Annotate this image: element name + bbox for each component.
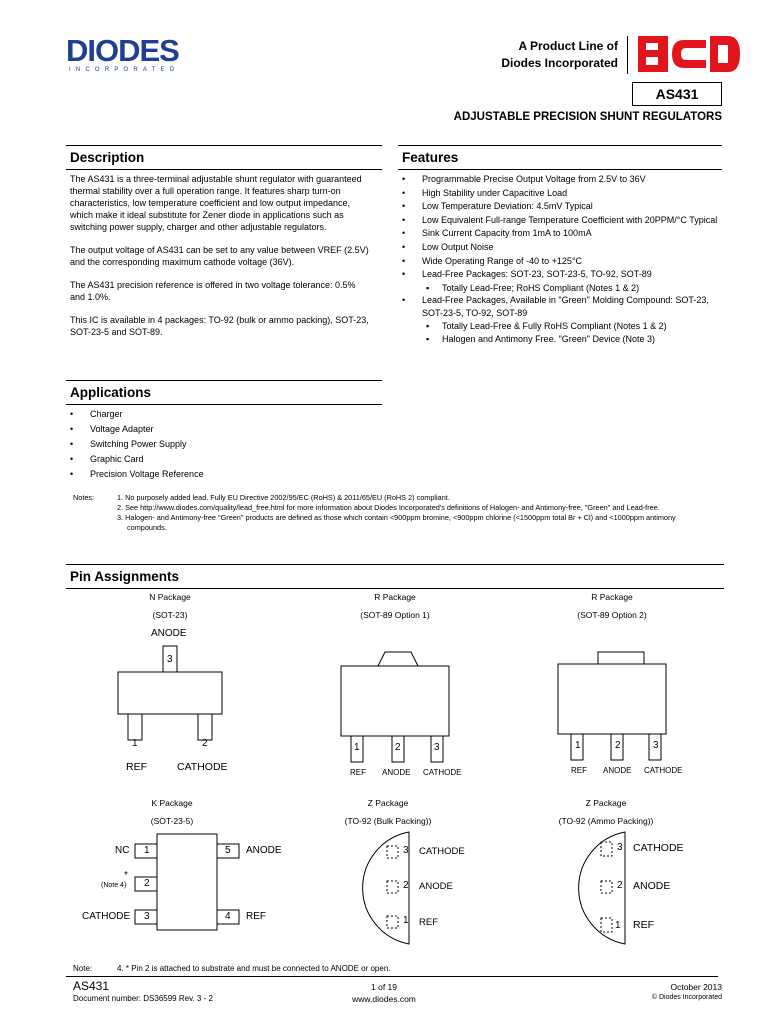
- n-cathode-label: CATHODE: [177, 761, 228, 773]
- feature-subitem: ▪ Totally Lead-Free & Fully RoHS Compliant (Notes 1 & 2): [422, 320, 718, 332]
- application-item: • Switching Power Supply: [66, 438, 366, 452]
- feature-item: • Programmable Precise Output Voltage from 2.5V to 36V: [398, 173, 718, 185]
- document-subtitle: ADJUSTABLE PRECISION SHUNT REGULATORS: [453, 111, 722, 123]
- footer-date: October 2013: [670, 982, 722, 992]
- description-heading: Description: [66, 145, 382, 170]
- n-pin-3: 3: [167, 654, 173, 665]
- k-pin-2: 2: [144, 878, 150, 889]
- note-item: 1. No purposely added lead. Fully EU Directive 2002/95/EC (RoHS) & 2011/65/EU (RoHS 2) compliant.: [117, 493, 450, 502]
- z-bulk-anode-label: ANODE: [419, 881, 453, 892]
- r2-package-name: R Package: [591, 592, 633, 602]
- footer-page: 1 of 19: [371, 982, 397, 992]
- feature-item: • High Stability under Capacitive Load: [398, 187, 718, 199]
- feature-subitem: ▪ Halogen and Antimony Free. "Green" Device (Note 3): [422, 333, 718, 345]
- n-pin-1: 1: [132, 738, 138, 749]
- k-star-label: *: [124, 870, 128, 881]
- k-pin-3: 3: [144, 911, 150, 922]
- k-cathode-label: CATHODE: [82, 911, 131, 922]
- z-ammo-package-type: (TO-92 (Ammo Packing)): [558, 816, 654, 826]
- n-package-type: (SOT-23): [152, 610, 188, 620]
- k-pin-4: 4: [225, 911, 231, 922]
- r1-ref-label: REF: [350, 768, 366, 777]
- z-ammo-package-diagram: [556, 830, 636, 946]
- footer-part: AS431: [73, 979, 110, 993]
- r2-anode-label: ANODE: [603, 766, 632, 775]
- z-bulk-package-type: (TO-92 (Bulk Packing)): [344, 816, 432, 826]
- footer-divider: [66, 976, 718, 977]
- feature-item: • Low Temperature Deviation: 4.5mV Typical: [398, 200, 718, 212]
- feature-item: • Wide Operating Range of -40 to +125°C: [398, 255, 718, 267]
- k-anode-label: ANODE: [246, 845, 282, 856]
- note-item: 3. Halogen- and Antimony-free "Green" products are defined as those which contain <900ppm bromine, <900ppm chlorine (<1500ppm total Br + Cl) and <1000ppm antimony compounds.: [117, 513, 676, 532]
- k-ref-label: REF: [246, 911, 266, 922]
- footer-doc-number: Document number: DS36599 Rev. 3 - 2: [73, 994, 213, 1003]
- z-ammo-package-name: Z Package: [585, 798, 627, 808]
- r1-cathode-label: CATHODE: [423, 768, 462, 777]
- r1-pin-3: 3: [434, 742, 440, 753]
- z-bulk-pin-1: 1: [403, 915, 409, 926]
- product-line: [398, 38, 618, 72]
- r2-cathode-label: CATHODE: [644, 766, 683, 775]
- r2-pin-1: 1: [575, 740, 581, 751]
- k-package-name: K Package: [151, 798, 193, 808]
- product-line-1: A Product Line of: [518, 39, 618, 53]
- r1-pin-2: 2: [395, 742, 401, 753]
- r1-package-type: (SOT-89 Option 1): [360, 610, 430, 620]
- feature-item: • Lead-Free Packages: SOT-23, SOT-23-5, TO-92, SOT-89: [398, 268, 718, 280]
- feature-item: • Sink Current Capacity from 1mA to 100mA: [398, 227, 718, 239]
- n-ref-label: REF: [126, 761, 147, 773]
- feature-item: • Lead-Free Packages, Available in "Green" Molding Compound: SOT-23, SOT-23-5, TO-92, SOT-89: [398, 294, 718, 319]
- bcd-logo: [636, 34, 742, 74]
- footer-copyright: © Diodes Incorporated: [651, 994, 722, 1001]
- z-ammo-ref-label: REF: [633, 919, 654, 931]
- n-anode-label: ANODE: [151, 628, 187, 639]
- applications-list: [66, 408, 366, 483]
- n-pin-2: 2: [202, 738, 208, 749]
- application-item: • Precision Voltage Reference: [66, 468, 366, 482]
- description-body: [70, 173, 370, 349]
- logo-subtext: INCORPORATED: [69, 67, 180, 73]
- description-paragraph: The output voltage of AS431 can be set to any value between VREF (2.5V) and the corresponding maximum cathode voltage (36V).: [70, 245, 369, 267]
- k-pin-5: 5: [225, 845, 231, 856]
- r2-package-type: (SOT-89 Option 2): [577, 610, 647, 620]
- n-package-diagram: [110, 644, 250, 744]
- z-ammo-pin-3: 3: [617, 842, 623, 853]
- application-item: • Voltage Adapter: [66, 423, 366, 437]
- part-number-box: AS431: [632, 82, 722, 106]
- r1-package-name: R Package: [374, 592, 416, 602]
- k-pin-1: 1: [144, 845, 150, 856]
- header-divider: [627, 36, 628, 74]
- bcd-logo-graphic: [636, 34, 742, 74]
- r1-pin-1: 1: [354, 742, 360, 753]
- z-bulk-pin-2: 2: [403, 880, 409, 891]
- bottom-note-label: Note:: [73, 964, 93, 973]
- description-paragraph: The AS431 precision reference is offered in two voltage tolerance: 0.5% and 1.0%.: [70, 280, 356, 302]
- features-heading: Features: [398, 145, 722, 170]
- bottom-note-text: 4. * Pin 2 is attached to substrate and must be connected to ANODE or open.: [117, 964, 391, 973]
- z-bulk-cathode-label: CATHODE: [419, 846, 465, 857]
- application-item: • Charger: [66, 408, 366, 422]
- feature-item: • Low Output Noise: [398, 241, 718, 253]
- notes-body: [117, 493, 717, 533]
- z-bulk-package-name: Z Package: [367, 798, 409, 808]
- z-bulk-ref-label: REF: [419, 917, 438, 928]
- k-package-type: (SOT-23-5): [150, 816, 194, 826]
- product-line-2: Diodes Incorporated: [501, 56, 618, 70]
- footer-website[interactable]: www.diodes.com: [352, 994, 416, 1004]
- n-package-name: N Package: [149, 592, 191, 602]
- r2-ref-label: REF: [571, 766, 587, 775]
- svg-text:BCD: BCD: [689, 71, 692, 72]
- feature-subitem: ▪ Totally Lead-Free; RoHS Compliant (Notes 1 & 2): [422, 282, 718, 294]
- logo-text: DIODES: [66, 33, 179, 68]
- description-paragraph: The AS431 is a three-terminal adjustable shunt regulator with guaranteed thermal stability over a full operation range. It features sharp turn-on characteristics, low temperature coefficient and low output impedance, which make it ideal substitute for Zener diode in applications such as switching power supply, charger and other adjustable regulators.: [70, 174, 362, 232]
- application-item: • Graphic Card: [66, 453, 366, 467]
- z-ammo-anode-label: ANODE: [633, 880, 671, 892]
- pin-assignments-heading: Pin Assignments: [66, 564, 724, 589]
- diodes-logo: [66, 34, 206, 76]
- z-ammo-cathode-label: CATHODE: [633, 842, 684, 854]
- z-bulk-pin-3: 3: [403, 845, 409, 856]
- feature-item: • Low Equivalent Full-range Temperature Coefficient with 20PPM/°C Typical: [398, 214, 718, 226]
- z-ammo-pin-1: 1: [615, 920, 621, 931]
- r2-pin-2: 2: [615, 740, 621, 751]
- notes-label: Notes:: [73, 493, 95, 502]
- r2-pin-3: 3: [653, 740, 659, 751]
- z-ammo-pin-2: 2: [617, 880, 623, 891]
- k-nc-label: NC: [115, 845, 130, 856]
- k-note4-label: (Note 4): [101, 882, 127, 889]
- applications-heading: Applications: [66, 380, 382, 405]
- features-list: [398, 173, 718, 345]
- note-item: 2. See http://www.diodes.com/quality/lead_free.html for more information about Diodes Incorporated's definitions of Halogen- and Antimony-free, "Green" and Lead-free.: [117, 503, 660, 512]
- description-paragraph: This IC is available in 4 packages: TO-92 (bulk or ammo packing), SOT-23, SOT-23-5 and SOT-89.: [70, 315, 369, 337]
- r1-anode-label: ANODE: [382, 768, 411, 777]
